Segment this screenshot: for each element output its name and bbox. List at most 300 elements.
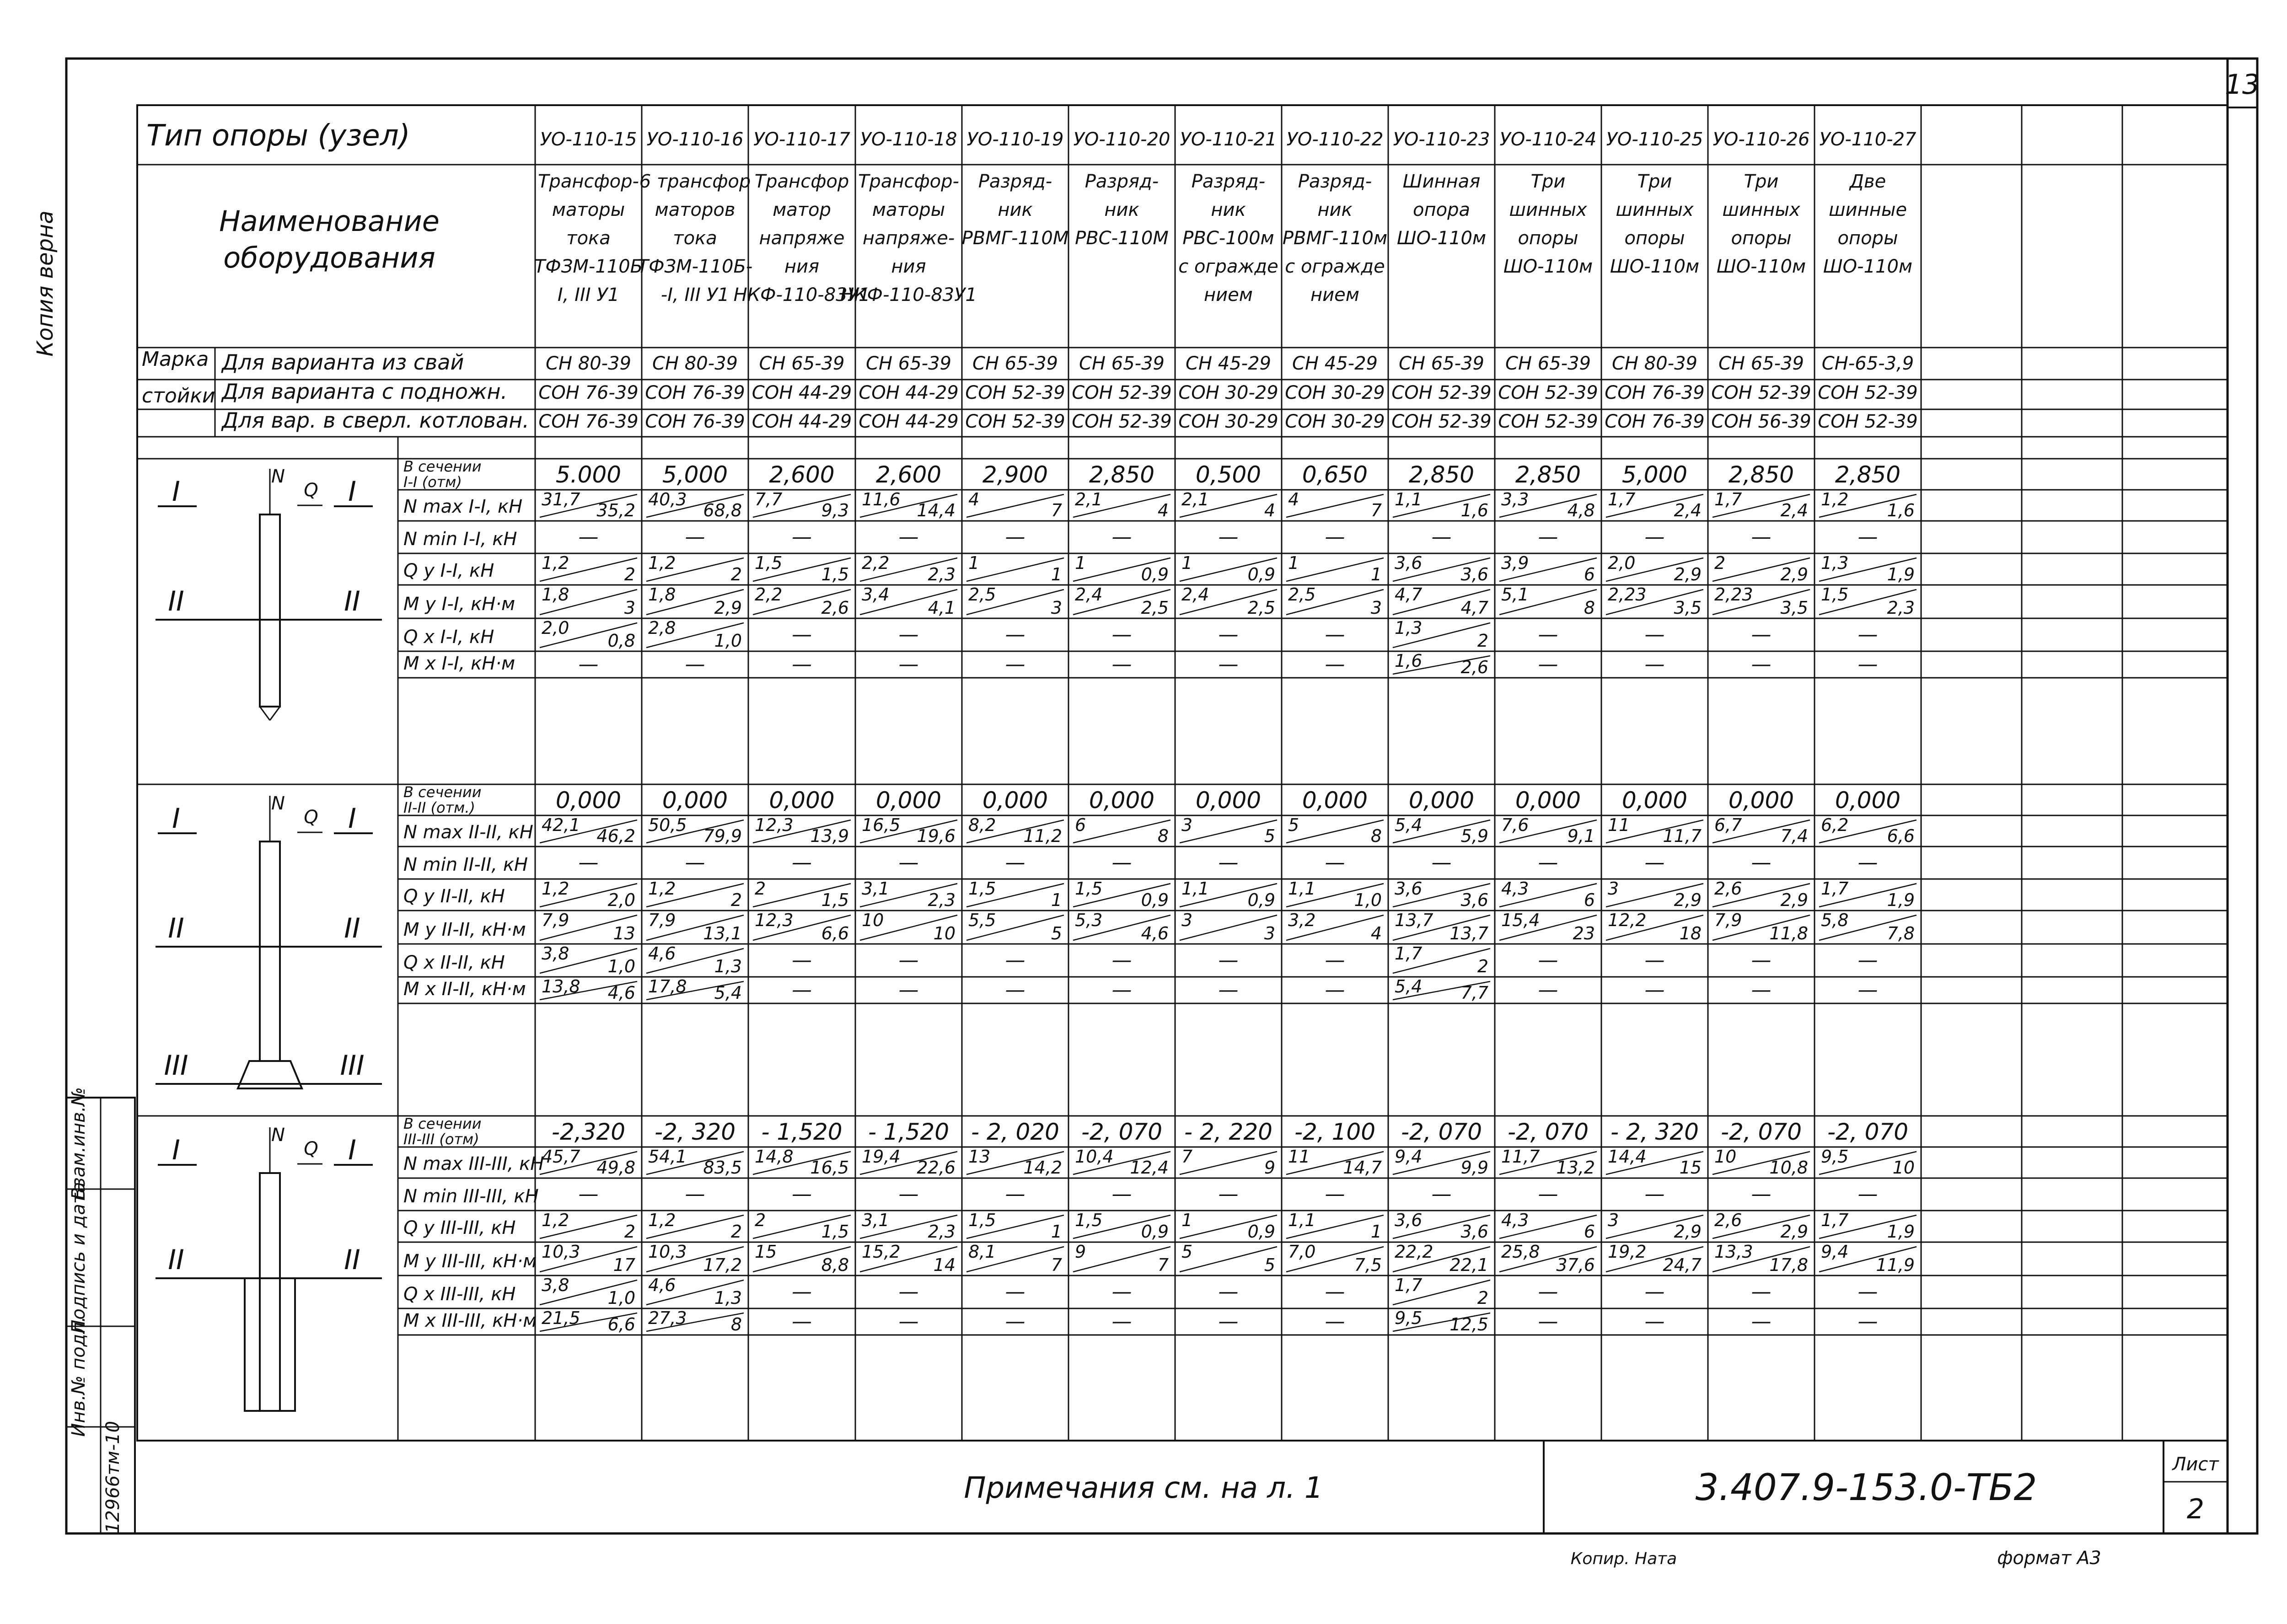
- cell-dash: —: [1644, 653, 1665, 676]
- cell-value-min: 1,2: [542, 1210, 569, 1230]
- cell-value-min: 7,9: [648, 910, 676, 930]
- stand-value: СН 65-39: [1718, 353, 1804, 374]
- cell-dash: —: [1538, 525, 1558, 549]
- cell-value-min: 15,2: [862, 1242, 901, 1262]
- column-equipment: ник: [1317, 199, 1353, 220]
- cell-value-min: 11: [1608, 815, 1630, 835]
- copy-stamp: Копия верна: [32, 210, 58, 357]
- cell-dash: —: [1325, 851, 1345, 874]
- elevation-value: 0,000: [875, 787, 942, 814]
- cell-value-max: 79,9: [703, 826, 742, 846]
- column-equipment: ТФЗМ-110Б-: [637, 256, 753, 277]
- cell-value-max: 1,9: [1887, 890, 1915, 910]
- cell-value-min: 5,4: [1395, 976, 1423, 997]
- cell-dash: —: [578, 653, 599, 676]
- cell-value-max: 1: [1051, 1222, 1062, 1242]
- cell-value-min: 1,2: [542, 553, 569, 573]
- equipment-label: Наименование: [219, 204, 440, 238]
- cell-value-max: 0,9: [1247, 564, 1275, 584]
- cell-value-max: 19,6: [917, 826, 956, 846]
- cell-value-max: 23: [1573, 923, 1595, 943]
- cell-dash: —: [1005, 1280, 1025, 1303]
- sheet-value: 2: [2186, 1493, 2205, 1525]
- cell-dash: —: [1538, 978, 1558, 1002]
- section-mark-i: I: [172, 803, 180, 835]
- column-equipment: тока: [673, 228, 717, 249]
- copied-label: Копир. Ната: [1570, 1549, 1677, 1568]
- elevation-value: 0,000: [1515, 787, 1581, 814]
- cell-value-max: 1,3: [714, 956, 742, 976]
- cell-value-min: 2,1: [1181, 489, 1209, 509]
- cell-value-max: 1,9: [1887, 1222, 1915, 1242]
- side-stamp-text: Взам.инв.№: [68, 1087, 89, 1200]
- cell-value-min: 1,3: [1395, 618, 1423, 638]
- cell-value-max: 7,8: [1887, 923, 1915, 943]
- cell-diagonal: [1073, 820, 1170, 843]
- cell-value-min: 1: [1075, 553, 1086, 573]
- cell-dash: —: [1538, 949, 1558, 972]
- stand-value: СОН 44-29: [859, 411, 959, 432]
- cell-value-max: 2,9: [1674, 890, 1702, 910]
- cell-dash: —: [578, 1182, 599, 1206]
- cell-value-min: 2: [755, 879, 766, 899]
- cell-value-max: 0,9: [1141, 890, 1169, 910]
- cell-value-max: 11,9: [1876, 1255, 1915, 1275]
- section-mark-i: I: [172, 476, 180, 508]
- section-label: В сечении: [403, 783, 482, 801]
- cell-value-max: 9,3: [821, 500, 849, 520]
- section-mark-ii: II: [168, 585, 184, 617]
- cell-value-min: 5,8: [1821, 910, 1849, 930]
- cell-dash: —: [898, 653, 919, 676]
- cell-value-min: 2,23: [1714, 584, 1753, 605]
- stand-value: СН 80-39: [1612, 353, 1697, 374]
- stand-value: СН 65-39: [1079, 353, 1165, 374]
- cell-value-min: 8,2: [968, 815, 996, 835]
- elevation-value: 2,900: [982, 461, 1048, 488]
- cell-dash: —: [1858, 525, 1878, 549]
- cell-dash: —: [1111, 525, 1132, 549]
- cell-value-max: 16,5: [810, 1158, 849, 1178]
- cell-value-max: 8,8: [821, 1255, 849, 1275]
- cell-dash: —: [1218, 653, 1239, 676]
- cell-value-max: 2,4: [1674, 500, 1702, 520]
- cell-value-max: 1,5: [821, 564, 849, 584]
- column-equipment: ния: [784, 256, 820, 277]
- cell-dash: —: [792, 1310, 812, 1333]
- row-label: M y II-II, кН·м: [403, 919, 526, 940]
- column-equipment: опора: [1413, 199, 1470, 220]
- cell-value-min: 1,5: [755, 553, 783, 573]
- cell-value-max: 6: [1584, 564, 1595, 584]
- cell-dash: —: [792, 1182, 812, 1206]
- cell-value-max: 2,6: [1460, 657, 1488, 677]
- cell-value-min: 4,3: [1501, 879, 1529, 899]
- cell-value-max: 12,5: [1450, 1314, 1488, 1335]
- cell-dash: —: [1858, 851, 1878, 874]
- row-label: M x II-II, кН·м: [403, 979, 526, 1000]
- cell-dash: —: [792, 851, 812, 874]
- row-label: N min II-II, кН: [403, 854, 528, 875]
- section-mark-iii: III: [164, 1050, 188, 1082]
- row-label: M x I-I, кН·м: [403, 653, 515, 674]
- stand-value: СН 65-39: [972, 353, 1058, 374]
- cell-value-max: 2: [624, 1222, 635, 1242]
- cell-value-min: 2,6: [1714, 879, 1742, 899]
- cell-value-max: 0,9: [1247, 1222, 1275, 1242]
- cell-dash: —: [1858, 1182, 1878, 1206]
- cell-dash: —: [898, 978, 919, 1002]
- column-equipment: опоры: [1837, 228, 1898, 249]
- cell-value-min: 4: [968, 489, 980, 509]
- cell-value-max: 3,6: [1460, 890, 1488, 910]
- section-mark-i: I: [348, 476, 356, 508]
- cell-value-max: 4: [1264, 500, 1275, 520]
- cell-value-max: 2: [1477, 1288, 1488, 1308]
- column-equipment: Трансфор: [754, 171, 849, 192]
- stand-value: СН 45-29: [1186, 353, 1271, 374]
- cell-value-max: 0,9: [1141, 564, 1169, 584]
- stand-value: СН 65-39: [866, 353, 951, 374]
- cell-value-min: 10: [1714, 1147, 1737, 1167]
- row-label: N min III-III, кН: [403, 1186, 539, 1207]
- elevation-value: 2,850: [1515, 461, 1581, 488]
- cell-value-min: 22,2: [1395, 1242, 1433, 1262]
- cell-value-min: 2,2: [862, 553, 890, 573]
- section-mark-i: I: [348, 803, 356, 835]
- column-equipment: НКФ-110-83У1: [840, 284, 977, 306]
- cell-dash: —: [1005, 978, 1025, 1002]
- elevation-value: 2,850: [1408, 461, 1475, 488]
- cell-value-max: 46,2: [596, 826, 635, 846]
- cell-dash: —: [792, 949, 812, 972]
- column-equipment: Разряд-: [1084, 171, 1159, 192]
- stand-value: СОН 76-39: [645, 411, 745, 432]
- cell-dash: —: [1538, 1310, 1558, 1333]
- section-label: В сечении: [403, 1115, 482, 1132]
- cell-dash: —: [1218, 1182, 1239, 1206]
- cell-value-min: 1: [1181, 553, 1193, 573]
- cell-value-min: 40,3: [648, 489, 687, 509]
- cell-value-min: 1,2: [648, 1210, 676, 1230]
- document-code: 3.407.9-153.0-ТБ2: [1695, 1466, 2037, 1509]
- cell-value-min: 6,7: [1714, 815, 1742, 835]
- cell-value-max: 2,9: [1780, 564, 1808, 584]
- column-equipment: Разряд-: [978, 171, 1052, 192]
- stoiki-label: стойки: [142, 384, 215, 407]
- stand-row-label: Для варианта с подножн.: [222, 379, 508, 404]
- cell-value-min: 2,5: [1288, 584, 1316, 605]
- cell-value-max: 1,6: [1460, 500, 1488, 520]
- cell-value-min: 16,5: [862, 815, 901, 835]
- stand-value: СН 80-39: [546, 353, 631, 374]
- cell-dash: —: [1218, 623, 1239, 646]
- cell-dash: —: [1751, 1182, 1772, 1206]
- stand-value: СОН 52-39: [965, 382, 1065, 403]
- column-equipment: опоры: [1624, 228, 1685, 249]
- cell-dash: —: [1325, 525, 1345, 549]
- column-equipment: 6 трансфор: [639, 171, 751, 192]
- elevation-value: 0,000: [769, 787, 835, 814]
- column-equipment: I, III У1: [557, 284, 620, 306]
- cell-value-min: 4,3: [1501, 1210, 1529, 1230]
- stand-value: СОН 76-39: [645, 382, 745, 403]
- cell-value-min: 1,1: [1288, 879, 1316, 899]
- cell-value-min: 9,5: [1821, 1147, 1849, 1167]
- cell-value-min: 3,9: [1501, 553, 1529, 573]
- column-equipment: РВС-110М: [1075, 228, 1169, 249]
- cell-dash: —: [898, 623, 919, 646]
- cell-value-max: 49,8: [596, 1158, 635, 1178]
- row-label: Q x II-II, кН: [403, 952, 505, 973]
- cell-value-min: 3: [1181, 815, 1193, 835]
- cell-value-min: 14,4: [1608, 1147, 1647, 1167]
- cell-value-max: 5,9: [1460, 826, 1488, 846]
- cell-dash: —: [792, 525, 812, 549]
- column-equipment: Разряд-: [1298, 171, 1372, 192]
- cell-value-max: 7: [1051, 1255, 1062, 1275]
- cell-value-min: 50,5: [648, 815, 687, 835]
- stand-value: СОН 52-39: [1818, 382, 1918, 403]
- column-type: УО-110-19: [966, 129, 1064, 150]
- cell-value-max: 13,7: [1450, 923, 1488, 943]
- elevation-value: - 1,520: [761, 1119, 843, 1145]
- elevation-value: 0,650: [1302, 461, 1368, 488]
- column-equipment: с огражде: [1285, 256, 1385, 277]
- column-equipment: ник: [1104, 199, 1139, 220]
- cell-value-max: 4,6: [607, 983, 635, 1003]
- stand-value: СОН 30-29: [1178, 382, 1278, 403]
- cell-value-min: 1,5: [968, 1210, 996, 1230]
- cell-value-max: 1: [1051, 890, 1062, 910]
- cell-value-max: 2,3: [928, 1222, 956, 1242]
- elevation-value: -2, 070: [1401, 1119, 1482, 1145]
- stand-row-label: Для варианта из свай: [222, 350, 464, 375]
- cell-dash: —: [792, 653, 812, 676]
- cell-value-min: 15,4: [1501, 910, 1540, 930]
- column-tip: [270, 707, 280, 720]
- cell-dash: —: [1644, 623, 1665, 646]
- elevation-value: -2, 070: [1720, 1119, 1802, 1145]
- cell-value-max: 2: [624, 564, 635, 584]
- cell-value-min: 1,1: [1181, 879, 1209, 899]
- cell-value-max: 3,5: [1780, 598, 1808, 618]
- cell-value-max: 13,9: [810, 826, 849, 846]
- cell-value-min: 7,6: [1501, 815, 1529, 835]
- column-equipment: ник: [998, 199, 1033, 220]
- cell-value-min: 1,5: [1075, 1210, 1103, 1230]
- cell-value-min: 3,6: [1395, 1210, 1423, 1230]
- cell-value-max: 2,4: [1780, 500, 1808, 520]
- cell-value-min: 7,0: [1288, 1242, 1316, 1262]
- cell-diagonal: [1180, 1247, 1277, 1272]
- stand-value: СОН 52-39: [1072, 382, 1172, 403]
- cell-value-max: 14,7: [1343, 1158, 1382, 1178]
- cell-value-min: 25,8: [1501, 1242, 1540, 1262]
- cell-dash: —: [1858, 623, 1878, 646]
- cell-diagonal: [1286, 820, 1384, 843]
- column-type: УО-110-22: [1286, 129, 1384, 150]
- cell-value-max: 9,1: [1567, 826, 1595, 846]
- drilled-pit: [245, 1278, 295, 1411]
- row-label: M y I-I, кН·м: [403, 594, 515, 615]
- column-equipment: НКФ-110-83У1: [733, 284, 870, 306]
- stand-value: СОН 52-39: [1391, 411, 1492, 432]
- cell-value-min: 10,3: [542, 1242, 580, 1262]
- cell-value-max: 5: [1264, 1255, 1275, 1275]
- column-type: УО-110-20: [1073, 129, 1170, 150]
- cell-value-min: 5,5: [968, 910, 996, 930]
- cell-value-min: 5,3: [1075, 910, 1103, 930]
- cell-value-max: 10,8: [1769, 1158, 1808, 1178]
- elevation-value: 0,000: [662, 787, 728, 814]
- elevation-value: 2,850: [1728, 461, 1794, 488]
- cell-value-min: 2,8: [648, 618, 676, 638]
- cell-value-max: 17,2: [703, 1255, 742, 1275]
- column-type: УО-110-23: [1393, 129, 1490, 150]
- stand-value: СН 80-39: [652, 353, 738, 374]
- cell-value-max: 1,0: [607, 956, 635, 976]
- cell-value-min: 1,2: [1821, 489, 1849, 509]
- cell-value-min: 3,8: [542, 943, 569, 964]
- cell-value-min: 4,6: [648, 943, 676, 964]
- cell-value-max: 4: [1370, 923, 1382, 943]
- cell-value-min: 5,1: [1501, 584, 1529, 605]
- column-equipment: ШО-110м: [1503, 256, 1593, 277]
- stand-value: СОН 30-29: [1285, 382, 1385, 403]
- cell-value-max: 8: [1370, 826, 1382, 846]
- cell-dash: —: [1858, 978, 1878, 1002]
- section-mark-i: I: [348, 1134, 356, 1166]
- cell-dash: —: [792, 623, 812, 646]
- stand-value: СОН 52-39: [965, 411, 1065, 432]
- cell-dash: —: [1644, 978, 1665, 1002]
- row-label: N min I-I, кН: [403, 529, 517, 550]
- cell-value-min: 2,4: [1181, 584, 1209, 605]
- stand-value: СОН 52-39: [1391, 382, 1492, 403]
- cell-value-max: 6: [1584, 1222, 1595, 1242]
- row-label: Q y I-I, кН: [403, 560, 494, 581]
- cell-dash: —: [1858, 949, 1878, 972]
- cell-value-min: 5,4: [1395, 815, 1423, 835]
- cell-value-min: 45,7: [542, 1147, 580, 1167]
- cell-dash: —: [1111, 851, 1132, 874]
- stand-value: СОН 30-29: [1178, 411, 1278, 432]
- column-type: УО-110-25: [1606, 129, 1703, 150]
- section-label: III-III (отм): [403, 1131, 479, 1148]
- column-type: УО-110-17: [753, 129, 850, 150]
- outer-frame: [66, 59, 2257, 1533]
- column-shaft: [260, 841, 280, 1061]
- cell-dash: —: [1538, 851, 1558, 874]
- row-label: Q x III-III, кН: [403, 1284, 516, 1305]
- cell-value-max: 6,6: [607, 1314, 635, 1335]
- elevation-value: 5,000: [1621, 461, 1688, 488]
- cell-value-max: 2,6: [821, 598, 849, 618]
- cell-value-min: 6,2: [1821, 815, 1849, 835]
- stand-value: СОН 52-39: [1498, 382, 1598, 403]
- column-equipment: шинных: [1616, 199, 1694, 220]
- elevation-value: - 2, 220: [1184, 1119, 1272, 1145]
- cell-value-max: 1,0: [1354, 890, 1382, 910]
- elevation-value: - 2, 320: [1611, 1119, 1699, 1145]
- cell-dash: —: [1751, 949, 1772, 972]
- cell-value-min: 1,7: [1395, 1275, 1423, 1295]
- cell-dash: —: [685, 1182, 705, 1206]
- cell-value-max: 2,9: [714, 598, 742, 618]
- cell-value-min: 17,8: [648, 976, 687, 997]
- cell-dash: —: [1858, 653, 1878, 676]
- cell-diagonal: [1180, 915, 1277, 940]
- equipment-label: оборудования: [223, 241, 435, 274]
- cell-dash: —: [1751, 1280, 1772, 1303]
- cell-dash: —: [1858, 1280, 1878, 1303]
- cell-diagonal: [966, 494, 1064, 517]
- cell-value-max: 2,3: [928, 564, 956, 584]
- side-stamp-text: Подпись и дата: [68, 1182, 89, 1334]
- cell-dash: —: [1431, 525, 1452, 549]
- cell-value-max: 14,2: [1023, 1158, 1062, 1178]
- cell-value-max: 13: [613, 923, 635, 943]
- elevation-value: 5.000: [555, 461, 622, 488]
- cell-value-min: 42,1: [542, 815, 580, 835]
- cell-value-min: 3,6: [1395, 879, 1423, 899]
- section-label: II-II (отм.): [403, 799, 475, 816]
- cell-value-min: 3,3: [1501, 489, 1529, 509]
- column-equipment: опоры: [1518, 228, 1578, 249]
- stand-value: СОН 52-39: [1711, 382, 1811, 403]
- column-equipment: Две: [1849, 171, 1886, 192]
- cell-dash: —: [1111, 1310, 1132, 1333]
- stand-value: СОН 52-39: [1072, 411, 1172, 432]
- cell-dash: —: [1325, 1310, 1345, 1333]
- stand-value: СОН 44-29: [859, 382, 959, 403]
- section-label: I-I (отм): [403, 473, 462, 491]
- cell-dash: —: [1751, 525, 1772, 549]
- stand-value: СН-65-3,9: [1821, 353, 1914, 374]
- force-n-label: N: [271, 793, 285, 814]
- type-label: Тип опоры (узел): [146, 119, 410, 153]
- cell-value-min: 2,2: [755, 584, 783, 605]
- stand-value: СОН 30-29: [1285, 411, 1385, 432]
- stand-value: СН 65-39: [1399, 353, 1484, 374]
- format-label: формат А3: [1997, 1548, 2101, 1569]
- column-equipment: матор: [773, 199, 831, 220]
- marka-label: Марка: [142, 348, 209, 371]
- section-mark-ii: II: [344, 1244, 360, 1276]
- cell-dash: —: [1005, 623, 1025, 646]
- cell-dash: —: [1751, 978, 1772, 1002]
- cell-diagonal: [1180, 1152, 1277, 1174]
- cell-value-max: 7: [1157, 1255, 1169, 1275]
- stand-row-label: Для вар. в сверл. котлован.: [222, 408, 529, 433]
- column-type: УО-110-18: [860, 129, 957, 150]
- cell-value-max: 0,9: [1247, 890, 1275, 910]
- column-equipment: ШО-110м: [1716, 256, 1806, 277]
- cell-value-min: 2,4: [1075, 584, 1103, 605]
- cell-value-min: 19,2: [1608, 1242, 1647, 1262]
- column-equipment: тока: [566, 228, 611, 249]
- cell-value-max: 8: [1157, 826, 1169, 846]
- sheet-number: 13: [2224, 69, 2260, 101]
- cell-dash: —: [1218, 949, 1239, 972]
- column-equipment: с огражде: [1178, 256, 1278, 277]
- cell-value-min: 1,7: [1714, 489, 1742, 509]
- cell-value-min: 4,7: [1395, 584, 1423, 605]
- column-equipment: шинных: [1509, 199, 1587, 220]
- cell-value-max: 9,9: [1460, 1158, 1488, 1178]
- elevation-value: 0,000: [982, 787, 1048, 814]
